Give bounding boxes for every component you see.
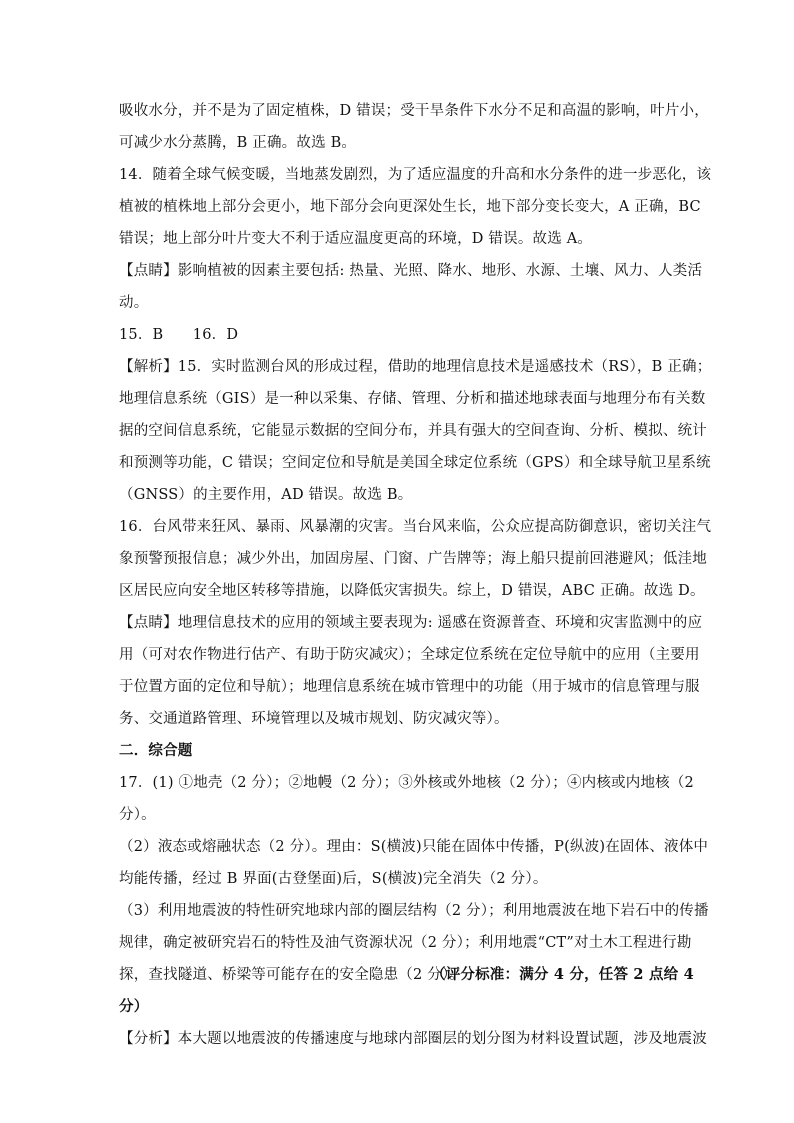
text-line: 14．随着全球气候变暖，当地蒸发剧烈，为了适应温度的升高和水分条件的进一步恶化，该 [119,167,712,183]
text-line: （3）利用地震波的特性研究地球内部的圈层结构（2 分）；利用地震波在地下岩石中的传播 [119,903,709,919]
section-heading: 二．综合题 [119,742,193,759]
text-line: 务、交通道路管理、环境管理以及城市规划、防灾减灾等）。 [119,711,509,727]
text-line: 植被的植株地上部分会更小，地下部分会向更深处生长，地下部分变长变大，A 正确，BC [119,199,701,215]
answer-line: 15．B 16．D [119,327,239,343]
text-line: 于位置方面的定位和导航）；地理信息系统在城市管理中的功能（用于城市的信息管理与服 [119,679,700,695]
text-line: 均能传播，经过 B 界面(古登堡面)后，S(横波)完全消失（2 分）。 [119,871,548,887]
text-line: 据的空间信息系统，它能显示数据的空间分布，并具有强大的空间查询、分析、模拟、统计 [119,423,707,439]
text-line: 区居民应向安全地区转移等措施，以降低灾害损失。综上，D 错误，ABC 正确。故选 D。 [119,583,705,599]
text-line: 地理信息系统（GIS）是一种以采集、存储、管理、分析和描述地球表面与地理分布有关数 [119,391,706,407]
text-line: 16．台风带来狂风、暴雨、风暴潮的灾害。当台风来临，公众应提高防御意识，密切关注气 [119,519,712,535]
text-line: 分）。 [119,807,156,823]
text-line: （2）液态或熔融状态（2 分）。理由：S(横波)只能在固体中传播，P(纵波)在固体、液体中 [119,839,709,855]
note-heading-line: 【点睛】地理信息技术的应用的领域主要表现为: 遥感在资源普查、环境和灾害监测中的应 [119,615,703,631]
text-line: 象预警预报信息；减少外出，加固房屋、门窗、广告牌等；海上船只提前回港避风；低洼地 [119,551,707,567]
scoring-criteria: （评分标准：满分 4 分，任答 2 点给 4 [431,966,694,983]
text-line: 17．(1) ①地壳（2 分）；②地幔（2 分）；③外核或外地核（2 分）；④内核或内地核（2 [119,775,694,791]
text-line: 规律，确定被研究岩石的特性及油气资源状况（2 分）；利用地震“CT”对土木工程进行勘 [119,935,692,951]
text-line: 用（可对农作物进行估产、有助于防灾减灾）；全球定位系统在定位导航中的应用（主要用 [119,647,700,663]
text-line: 动。 [119,295,149,311]
text-line: 错误；地上部分叶片变大不利于适应温度更高的环境，D 错误。故选 A。 [119,231,593,247]
text-line: 和预测等功能，C 错误；空间定位和导航是美国全球定位系统（GPS）和全球导航卫星系统 [119,455,711,471]
text-line: 探，查找隧道、桥梁等可能存在的安全隐患（2 分）。 [119,967,465,983]
scoring-criteria-end: 分） [119,998,149,1015]
analysis-heading-line: 【解析】15．实时监测台风的形成过程，借助的地理信息技术是遥感技术（RS），B 正确； [119,359,712,375]
note-heading-line: 【点睛】影响植被的因素主要包括: 热量、光照、降水、地形、水源、土壤、风力、人类活 [119,263,703,279]
text-line: 可减少水分蒸腾，B 正确。故选 B。 [119,135,357,151]
analysis-heading-line: 【分析】本大题以地震波的传播速度与地球内部圈层的划分图为材料设置试题，涉及地震波 [119,1031,707,1047]
text-line: （GNSS）的主要作用，AD 错误。故选 B。 [119,487,413,503]
text-line: 吸收水分，并不是为了固定植株，D 错误；受干旱条件下水分不足和高温的影响，叶片小， [119,103,709,119]
